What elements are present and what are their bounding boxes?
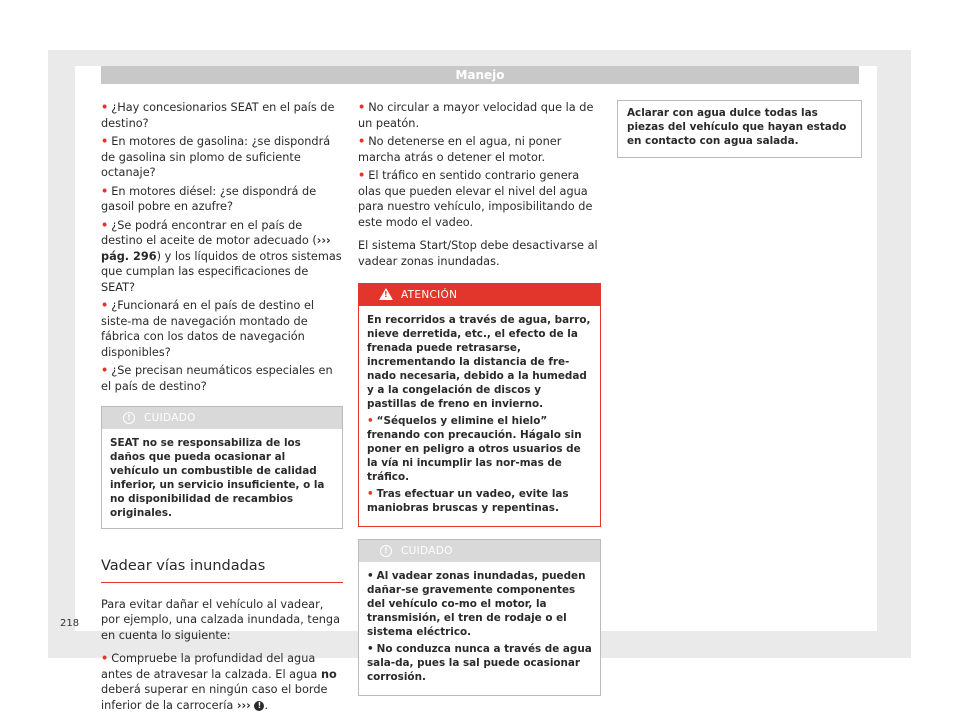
start-stop-paragraph: El sistema Start/Stop debe desactivarse al vadear zonas inundadas. bbox=[358, 239, 598, 268]
list-item: • ¿Se precisan neumáticos especiales en el país de destino? bbox=[101, 364, 333, 393]
caution-header-2 bbox=[359, 540, 600, 562]
intro-paragraph: Para evitar dañar el vehículo al vadear, por ejemplo, una calzada inundada, tenga en cuenta lo siguiente: bbox=[101, 597, 341, 642]
list-item: • Compruebe la profundidad del agua antes de atravesar la calzada. El agua no deberá superar en ningún caso el borde inferior de la carrocería ››› ! . bbox=[101, 652, 337, 712]
bullet-icon: • bbox=[367, 643, 374, 655]
list-item: • No conduzca nunca a través de agua sala-da, pues la sal puede ocasionar corrosión. bbox=[367, 643, 592, 683]
reference-arrow[interactable]: ››› bbox=[236, 698, 251, 712]
bullet-icon: • bbox=[367, 415, 374, 427]
bullet-icon: • bbox=[358, 169, 366, 182]
bullet-icon: • bbox=[101, 184, 109, 198]
warning-box bbox=[358, 283, 601, 527]
info-circle-icon: ! bbox=[380, 545, 392, 557]
warning-reference-icon: ! bbox=[254, 701, 264, 711]
section-title: Vadear vías inundadas bbox=[101, 559, 343, 583]
bullet-icon: • bbox=[101, 135, 109, 148]
list-item: • ¿Hay concesionarios SEAT en el país de destino? bbox=[101, 101, 335, 130]
info-circle-icon: ! bbox=[123, 412, 135, 424]
page-reference-link[interactable]: ››› pág. 296 bbox=[101, 234, 331, 263]
bullet-icon: • bbox=[101, 299, 109, 312]
caution-header bbox=[102, 407, 342, 429]
bullet-icon: • bbox=[101, 101, 109, 114]
caution-box-2 bbox=[358, 539, 601, 696]
bullet-icon: • bbox=[358, 101, 366, 114]
list-item: • No circular a mayor velocidad que la de un peatón. bbox=[358, 101, 594, 130]
bullet-icon: • bbox=[101, 218, 109, 232]
caution-body-2 bbox=[359, 562, 600, 695]
caution-box bbox=[101, 406, 343, 529]
list-item: • Al vadear zonas inundadas, pueden dañar-se gravemente componentes del vehículo co-mo el motor, la transmisión, el tren de rodaje o el sistema eléctrico. bbox=[367, 570, 586, 638]
column-left bbox=[101, 100, 343, 716]
list-item: • En motores de gasolina: ¿se dispondrá de gasolina sin plomo de suficiente octanaje? bbox=[101, 135, 331, 179]
list-item: • ¿Funcionará en el país de destino el siste-ma de navegación montado de fábrica con los datos de navegación disponibles? bbox=[101, 299, 315, 359]
caution-title-2: CUIDADO bbox=[401, 545, 453, 557]
list-item: • ¿Se podrá encontrar en el país de destino el aceite de motor adecuado (››› pág. 296) y los líquidos de otros sistemas que cumplan las especificaciones de SEAT? bbox=[101, 218, 342, 294]
header-bar bbox=[101, 66, 859, 84]
note-text: Aclarar con agua dulce todas las piezas del vehículo que hayan estado en contacto con agua salada. bbox=[627, 107, 847, 147]
caution-body: SEAT no se responsabiliza de los daños que pueda ocasionar al vehículo un combustible de calidad inferior, un servicio insuficiente, o la no disponibilidad de recambios originales. bbox=[110, 437, 325, 519]
bullet-icon: • bbox=[358, 135, 366, 148]
list-item: • “Séquelos y elimine el hielo” frenando con precaución. Hágalo sin poner en peligro a otros usuarios de la vía ni incumplir las nor-mas de tráfico. bbox=[367, 415, 582, 483]
list-item: • No detenerse en el agua, ni poner marcha atrás o detener el motor. bbox=[358, 135, 562, 164]
warning-header: ! ATENCIÓN bbox=[359, 284, 600, 306]
warning-body: En recorridos a través de agua, barro, nieve derretida, etc., el efecto de la frenada puede retrasarse, incrementando la distancia de fre-nado necesaria, debido a la humedad y a la congelación de discos y pastillas de freno en invierno. • “Séquelos y elimine el hielo” frenando con precaución. Hágalo sin poner en peligro a otros usuarios de la vía ni incumplir las nor-mas de tráfico. • Tras efectuar un vadeo, evite las maniobras bruscas y repentinas. bbox=[367, 314, 591, 514]
bullet-icon: • bbox=[367, 488, 374, 500]
bullet-icon: • bbox=[367, 570, 374, 582]
page-number: 218 bbox=[60, 618, 80, 629]
column-middle bbox=[358, 100, 601, 696]
page-title: Manejo bbox=[455, 68, 505, 82]
list-item: • El tráfico en sentido contrario genera olas que pueden elevar el nivel del agua para nuestro vehículo, imposibilitando de este modo el vadeo. bbox=[358, 169, 593, 229]
list-item: • En motores diésel: ¿se dispondrá de gasoil pobre en azufre? bbox=[101, 184, 317, 213]
warning-title: ATENCIÓN bbox=[401, 289, 458, 301]
note-box bbox=[617, 100, 862, 158]
caution-title: CUIDADO bbox=[144, 412, 196, 424]
list-item: • Tras efectuar un vadeo, evite las maniobras bruscas y repentinas. bbox=[367, 488, 569, 514]
bullet-icon: • bbox=[101, 652, 109, 665]
bullet-icon: • bbox=[101, 364, 109, 377]
